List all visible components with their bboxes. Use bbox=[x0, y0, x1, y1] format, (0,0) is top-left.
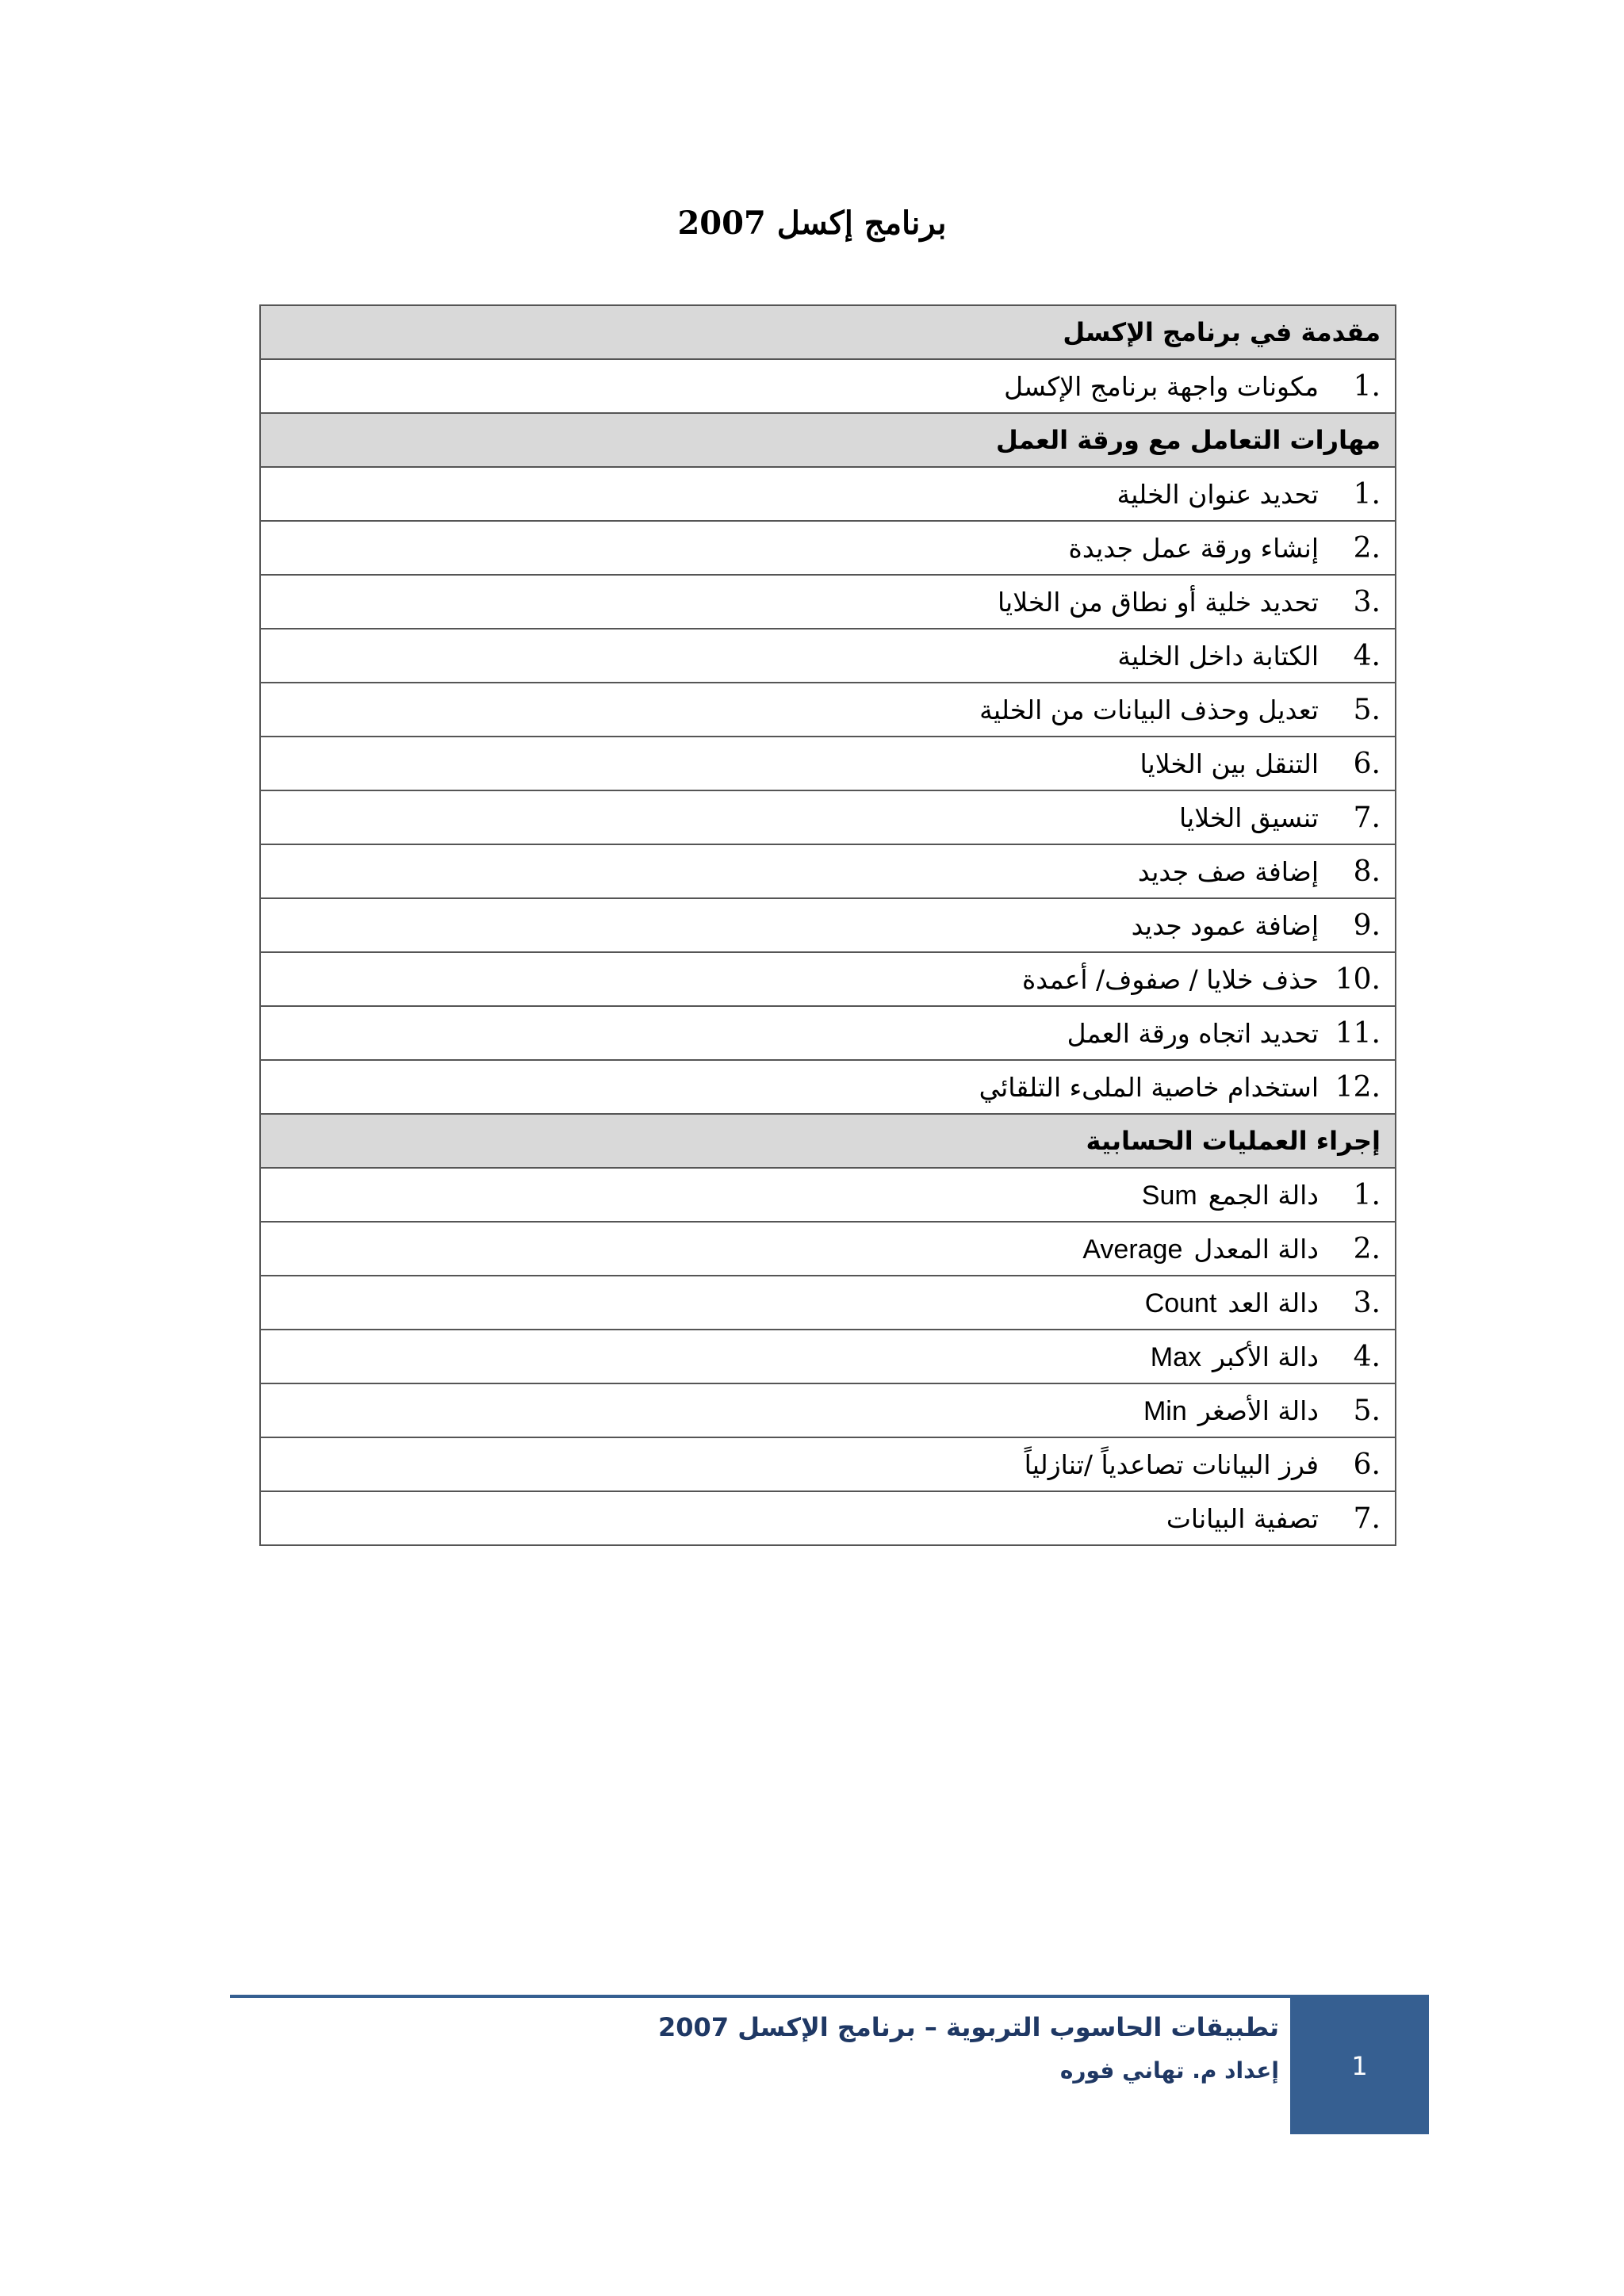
list-item-content bbox=[998, 586, 1381, 618]
list-item-content bbox=[1117, 640, 1381, 672]
list-item bbox=[260, 1168, 1396, 1222]
list-item-number: 4. bbox=[1353, 1340, 1381, 1373]
list-item bbox=[260, 1060, 1396, 1114]
list-item bbox=[260, 1222, 1396, 1276]
list-item-content bbox=[1166, 1502, 1381, 1535]
list-item-content bbox=[1022, 963, 1381, 996]
list-item bbox=[260, 1491, 1396, 1545]
section-heading: مهارات التعامل مع ورقة العمل bbox=[260, 413, 1396, 467]
list-item-text: دالة العد bbox=[1228, 1287, 1319, 1318]
list-item bbox=[260, 1330, 1396, 1383]
list-item-cell bbox=[260, 1491, 1396, 1545]
list-item-content bbox=[1145, 1287, 1381, 1319]
list-item-content bbox=[1069, 532, 1381, 564]
list-item-content bbox=[1004, 370, 1381, 403]
list-item bbox=[260, 1006, 1396, 1060]
list-item-number: 7. bbox=[1353, 1502, 1381, 1535]
list-item-cell bbox=[260, 844, 1396, 898]
list-item-cell bbox=[260, 1222, 1396, 1276]
list-item-text: تحديد عنوان الخلية bbox=[1116, 478, 1319, 510]
list-item-cell bbox=[260, 467, 1396, 521]
list-item-number: 10. bbox=[1335, 962, 1381, 996]
list-item-number: 2. bbox=[1353, 531, 1381, 564]
list-item-cell bbox=[260, 952, 1396, 1006]
list-item bbox=[260, 467, 1396, 521]
section-heading-row bbox=[260, 1114, 1396, 1168]
list-item-content bbox=[1067, 1017, 1381, 1050]
list-item-text: فرز البيانات تصاعدياً /تنازلياً bbox=[1024, 1448, 1319, 1480]
list-item-number: 3. bbox=[1353, 1286, 1381, 1319]
list-item-number: 9. bbox=[1353, 909, 1381, 942]
footer bbox=[658, 2006, 1279, 2093]
list-item-text: دالة الأصغر bbox=[1197, 1395, 1319, 1426]
list-item-cell bbox=[260, 359, 1396, 413]
list-item-content bbox=[1117, 478, 1381, 511]
page-number-box bbox=[1290, 1998, 1429, 2134]
contents-table bbox=[259, 304, 1396, 1546]
list-item-content bbox=[1143, 1395, 1381, 1427]
list-item-function-name: Min bbox=[1143, 1395, 1187, 1426]
list-item bbox=[260, 737, 1396, 790]
list-item-text: دالة الجمع bbox=[1208, 1179, 1319, 1211]
list-item-number: 1. bbox=[1353, 369, 1381, 403]
list-item-cell bbox=[260, 1168, 1396, 1222]
list-item-content bbox=[1082, 1233, 1381, 1265]
list-item-cell bbox=[260, 575, 1396, 629]
list-item-text: دالة المعدل bbox=[1193, 1233, 1319, 1265]
list-item-cell bbox=[260, 898, 1396, 952]
list-item-cell bbox=[260, 1006, 1396, 1060]
list-item bbox=[260, 575, 1396, 629]
list-item-cell bbox=[260, 790, 1396, 844]
list-item-text: إنشاء ورقة عمل جديدة bbox=[1068, 532, 1319, 564]
section-heading: إجراء العمليات الحسابية bbox=[260, 1114, 1396, 1168]
list-item-number: 3. bbox=[1353, 585, 1381, 618]
list-item bbox=[260, 521, 1396, 575]
list-item-number: 4. bbox=[1353, 639, 1381, 672]
list-item bbox=[260, 683, 1396, 737]
page-number: 1 bbox=[1351, 2051, 1368, 2081]
list-item-text: تصفية البيانات bbox=[1166, 1502, 1319, 1534]
list-item-content bbox=[1132, 909, 1381, 942]
list-item-function-name: Average bbox=[1082, 1234, 1183, 1265]
list-item bbox=[260, 359, 1396, 413]
list-item-text: دالة الأكبر bbox=[1212, 1341, 1319, 1372]
list-item-content bbox=[1139, 748, 1381, 780]
list-item-cell bbox=[260, 1383, 1396, 1437]
list-item-number: 6. bbox=[1353, 1448, 1381, 1481]
list-item bbox=[260, 952, 1396, 1006]
list-item-content bbox=[1142, 1179, 1381, 1211]
list-item bbox=[260, 1383, 1396, 1437]
footer-course-title: تطبيقات الحاسوب التربوية – برنامج الإكسل 2007 bbox=[658, 2012, 1279, 2042]
list-item-text: استخدام خاصية الملىء التلقائي bbox=[979, 1071, 1319, 1103]
list-item-number: 2. bbox=[1353, 1232, 1381, 1265]
list-item-cell bbox=[260, 1330, 1396, 1383]
list-item-text: إضافة صف جديد bbox=[1137, 855, 1319, 887]
list-item-number: 8. bbox=[1353, 855, 1381, 888]
list-item bbox=[260, 898, 1396, 952]
list-item-text: تحديد خلية أو نطاق من الخلايا bbox=[997, 586, 1319, 618]
list-item-text: التنقل بين الخلايا bbox=[1139, 748, 1319, 779]
list-item-text: تنسيق الخلايا bbox=[1178, 802, 1319, 833]
list-item-cell bbox=[260, 683, 1396, 737]
list-item-function-name: Max bbox=[1150, 1341, 1202, 1372]
list-item-cell bbox=[260, 737, 1396, 790]
footer-author: إعداد م. تهاني فوره bbox=[1059, 2057, 1279, 2084]
list-item-function-name: Count bbox=[1144, 1288, 1217, 1318]
list-item-text: حذف خلايا / صفوف/ أعمدة bbox=[1022, 963, 1319, 995]
page-title: برنامج إكسل 2007 bbox=[677, 205, 947, 242]
list-item-cell bbox=[260, 1276, 1396, 1330]
section-heading: مقدمة في برنامج الإكسل bbox=[260, 305, 1396, 359]
list-item bbox=[260, 1437, 1396, 1491]
list-item bbox=[260, 790, 1396, 844]
list-item-content bbox=[1179, 802, 1381, 834]
list-item-content bbox=[979, 694, 1381, 726]
footer-divider bbox=[230, 1995, 1429, 1998]
list-item-cell bbox=[260, 1060, 1396, 1114]
list-item-number: 1. bbox=[1353, 477, 1381, 511]
list-item-number: 11. bbox=[1335, 1016, 1381, 1050]
list-item-content bbox=[1138, 855, 1381, 888]
list-item-number: 6. bbox=[1353, 747, 1381, 780]
list-item-number: 1. bbox=[1353, 1178, 1381, 1211]
list-item bbox=[260, 844, 1396, 898]
section-heading-row bbox=[260, 413, 1396, 467]
list-item bbox=[260, 629, 1396, 683]
list-item-content bbox=[1025, 1448, 1381, 1481]
list-item-content bbox=[979, 1071, 1381, 1104]
section-heading-row bbox=[260, 305, 1396, 359]
list-item-number: 7. bbox=[1353, 801, 1381, 834]
list-item-text: الكتابة داخل الخلية bbox=[1117, 640, 1319, 672]
list-item-cell bbox=[260, 521, 1396, 575]
list-item-text: إضافة عمود جديد bbox=[1131, 909, 1319, 941]
contents-table-body bbox=[260, 305, 1396, 1545]
list-item-number: 5. bbox=[1353, 693, 1381, 726]
list-item-content bbox=[1151, 1341, 1381, 1373]
list-item bbox=[260, 1276, 1396, 1330]
list-item-text: تحديد اتجاه ورقة العمل bbox=[1067, 1017, 1319, 1049]
list-item-text: مكونات واجهة برنامج الإكسل bbox=[1004, 370, 1319, 402]
list-item-number: 5. bbox=[1353, 1394, 1381, 1427]
list-item-function-name: Sum bbox=[1141, 1180, 1197, 1211]
list-item-cell bbox=[260, 1437, 1396, 1491]
list-item-number: 12. bbox=[1335, 1070, 1381, 1104]
list-item-cell bbox=[260, 629, 1396, 683]
list-item-text: تعديل وحذف البيانات من الخلية bbox=[979, 694, 1319, 725]
